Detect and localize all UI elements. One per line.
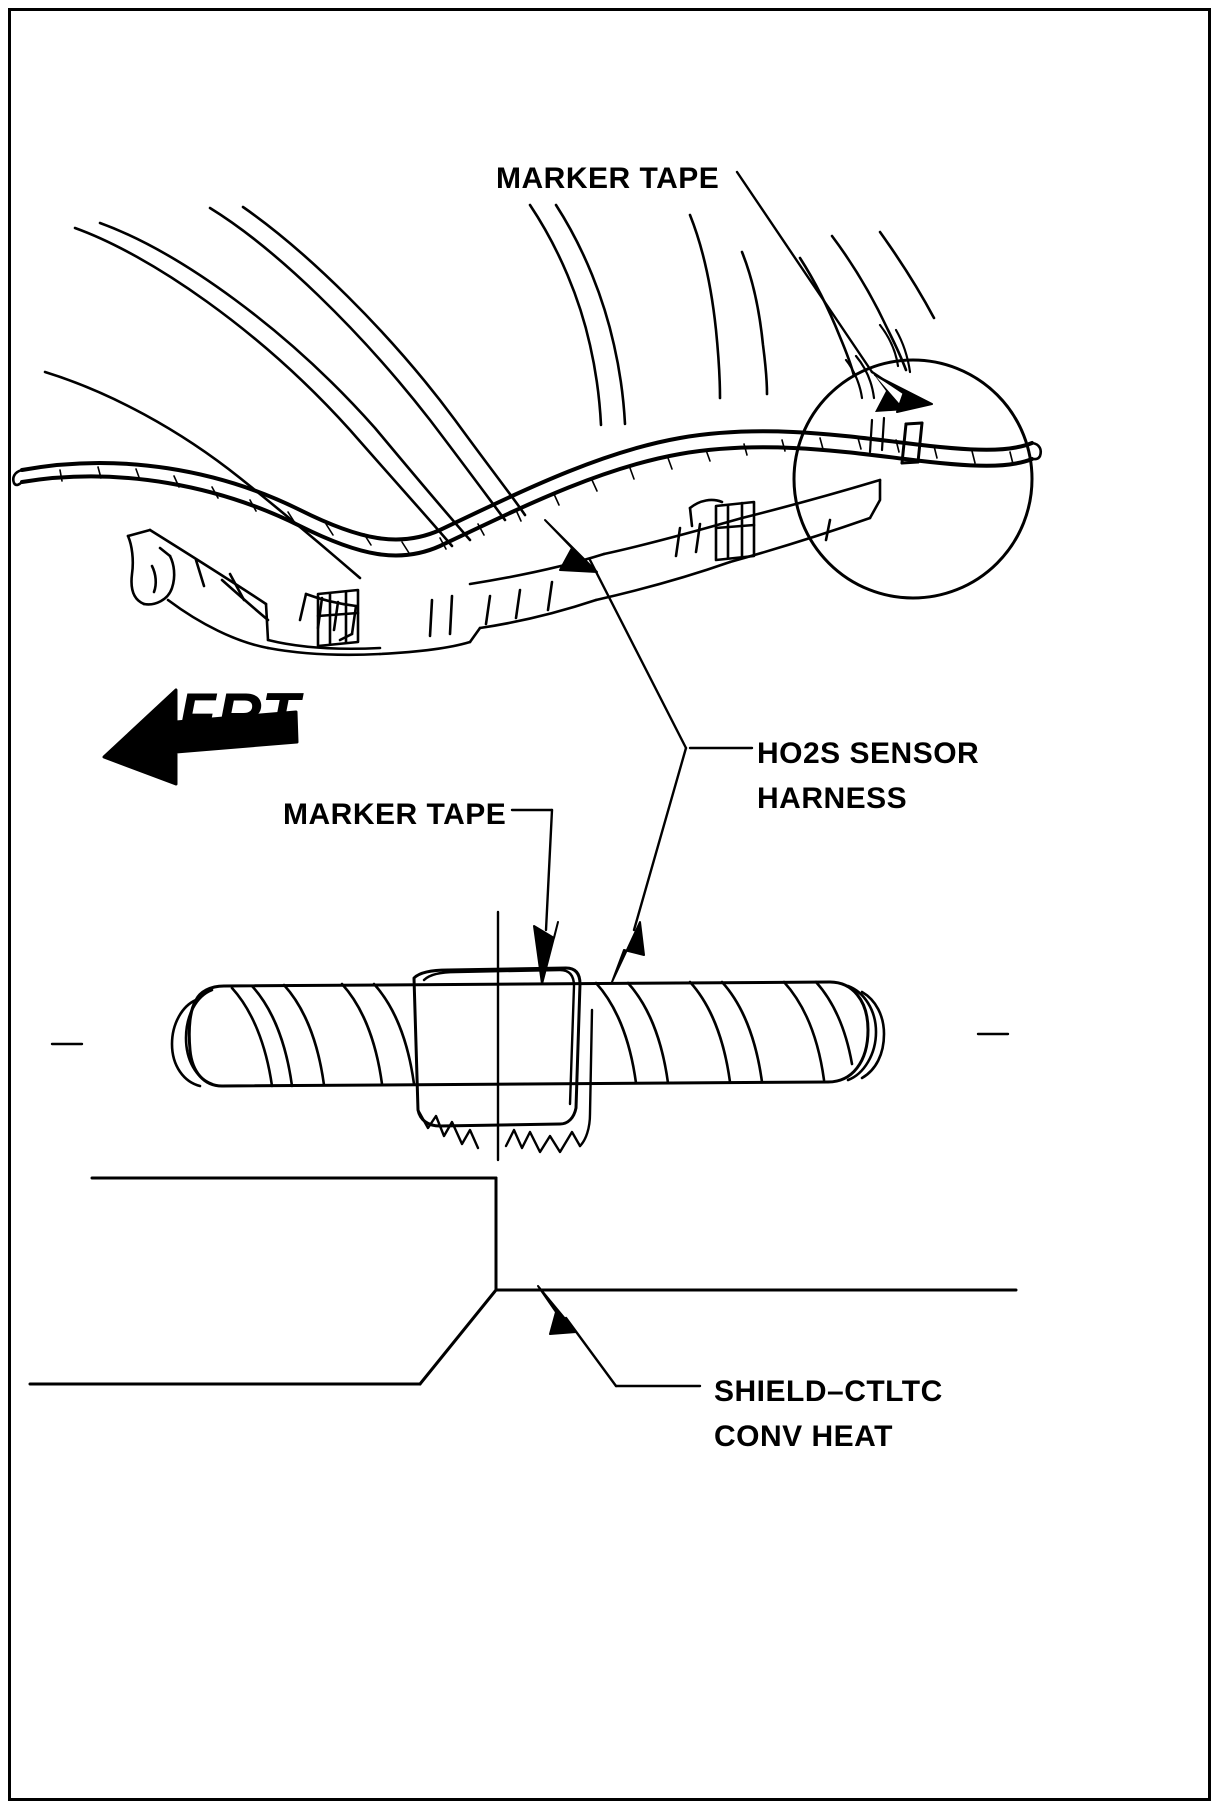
- harness-clip-left: [318, 590, 358, 646]
- label-marker-tape-bottom: MARKER TAPE: [283, 798, 507, 831]
- heat-shield-panel: [30, 1178, 1016, 1384]
- label-shield-line2: CONV HEAT: [714, 1420, 893, 1453]
- label-marker-tape-top: MARKER TAPE: [496, 162, 720, 195]
- leader-marker-tape-bottom: [512, 810, 558, 984]
- leader-shield: [538, 1286, 700, 1386]
- leader-marker-tape-top: [737, 172, 920, 412]
- lower-bracket-panel: [128, 480, 880, 655]
- ho2s-sensor-harness-cable: [13, 431, 1040, 555]
- leader-ho2s-lower: [612, 748, 752, 982]
- label-shield-line1: SHIELD–CTLTC: [714, 1375, 943, 1408]
- cable-detail-view: [52, 912, 1008, 1160]
- label-ho2s-line2: HARNESS: [757, 782, 908, 815]
- marker-tape-detail: [414, 968, 592, 1152]
- label-frt-direction: FRT: [178, 681, 301, 750]
- leader-ho2s-upper: [545, 520, 686, 748]
- label-shield-ctltc-conv-heat: [714, 1369, 943, 1459]
- label-ho2s-line1: HO2S SENSOR: [757, 737, 980, 770]
- label-ho2s-sensor-harness: [757, 731, 979, 821]
